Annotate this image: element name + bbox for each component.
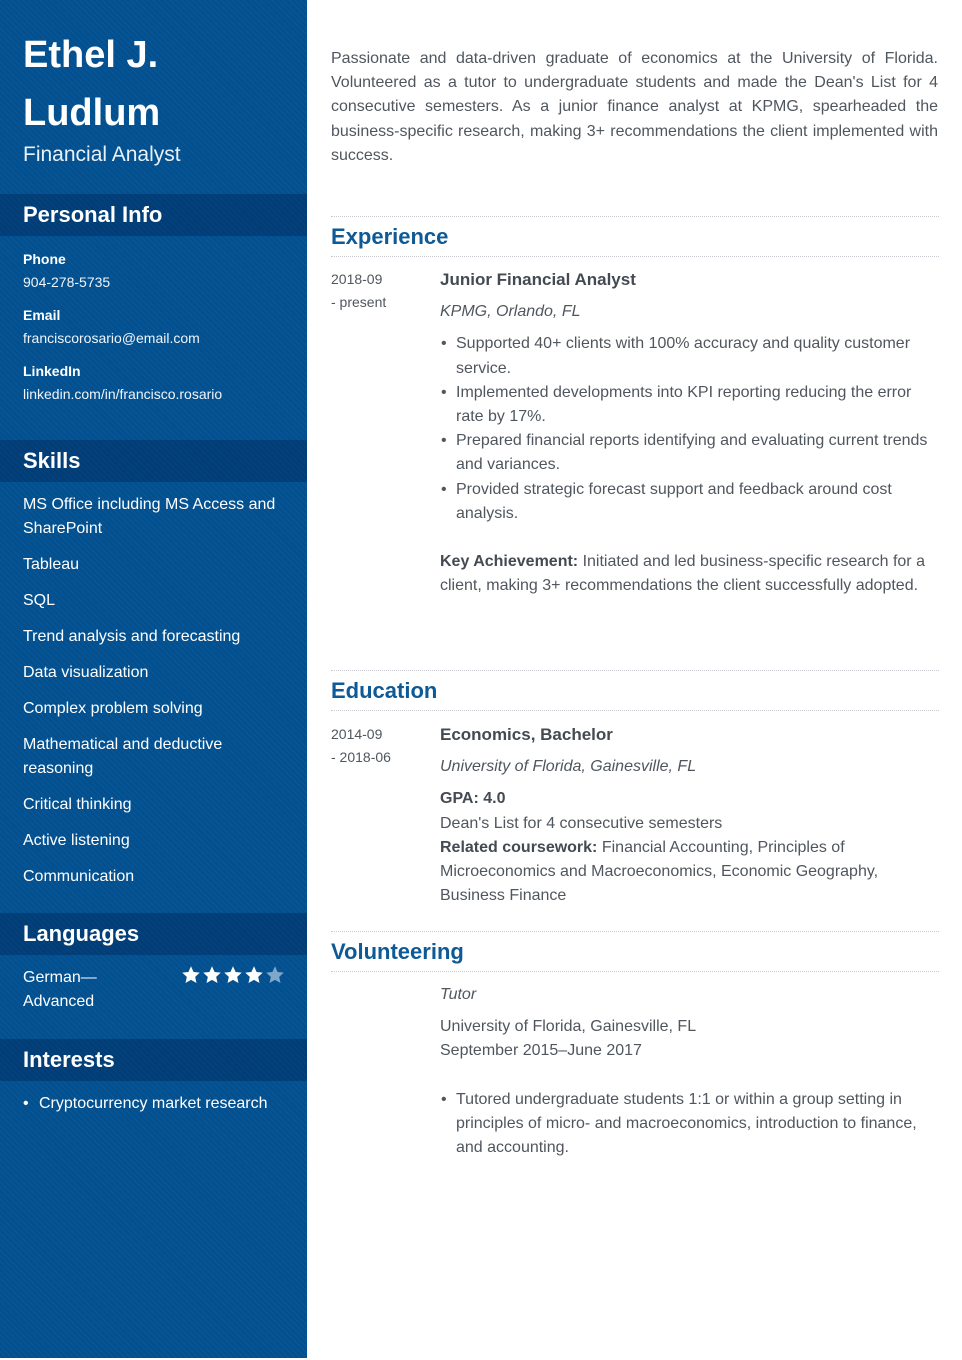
- volunteering-dates: September 2015–June 2017: [440, 1042, 642, 1060]
- skill-item: Data visualization: [23, 664, 149, 681]
- interests-heading: Interests: [23, 1047, 115, 1072]
- skill-item: Complex problem solving: [23, 700, 203, 717]
- sidebar: [0, 0, 307, 1358]
- profile-summary: Passionate and data-driven graduate of economics at the University of Florida. Volunteered as a tutor to undergraduate students and made the Dean's List for 4 consecutive semesters. As a junior finance analyst at KPMG, spearheaded the business-specific research, making 3+ recommendations the client implemented with success.: [331, 50, 938, 164]
- volunteering-entry: [440, 983, 939, 1160]
- volunteering-header: [331, 931, 939, 972]
- experience-bullet: • Provided strategic forecast support and feedback around cost analysis.: [456, 478, 939, 526]
- interest-item: • Cryptocurrency market research: [23, 1092, 268, 1116]
- experience-header: [331, 216, 939, 257]
- star-icon: [181, 965, 201, 985]
- email-label: Email: [23, 307, 61, 323]
- experience-date-start: 2018-09: [331, 271, 383, 287]
- education-degree: Economics, Bachelor: [440, 725, 613, 744]
- experience-heading: Experience: [331, 224, 449, 249]
- key-achievement: [440, 550, 939, 598]
- experience-date-end: - present: [331, 294, 387, 310]
- linkedin-label: LinkedIn: [23, 363, 81, 379]
- experience-company: KPMG, Orlando, FL: [440, 303, 581, 321]
- volunteering-heading: Volunteering: [331, 939, 464, 964]
- job-title: Financial Analyst: [23, 143, 181, 166]
- experience-bullets: [440, 332, 939, 526]
- experience-bullet: • Prepared financial reports identifying and evaluating current trends and variances.: [456, 429, 939, 477]
- star-icon: [202, 965, 222, 985]
- volunteering-bullets: [440, 1088, 939, 1161]
- star-icon: [223, 965, 243, 985]
- education-date-start: 2014-09: [331, 726, 383, 742]
- linkedin-value: linkedin.com/in/francisco.rosario: [23, 386, 223, 402]
- skills-header: [0, 440, 307, 482]
- volunteering-role: Tutor: [440, 986, 477, 1003]
- skills-heading: Skills: [23, 448, 81, 473]
- interests-list: [23, 1092, 268, 1116]
- volunteering-place: University of Florida, Gainesville, FL: [440, 1018, 697, 1036]
- skill-item: Active listening: [23, 832, 130, 849]
- phone-label: Phone: [23, 251, 66, 267]
- skill-item: Trend analysis and forecasting: [23, 628, 241, 645]
- email-value: franciscorosario@email.com: [23, 330, 200, 346]
- key-achievement-text: Initiated and led business-specific research for a client, making 3+ recommendations the client successfully adopted.: [440, 553, 925, 595]
- interests-header: [0, 1039, 307, 1081]
- name-line-2: Ludlum: [23, 92, 161, 134]
- phone-value: 904-278-5735: [23, 274, 111, 290]
- skill-item: Mathematical and deductive reasoning: [23, 736, 223, 777]
- skill-item: Critical thinking: [23, 796, 132, 813]
- education-entry: [440, 723, 939, 908]
- skill-item: Tableau: [23, 556, 80, 573]
- deans-list: Dean's List for 4 consecutive semesters: [440, 814, 723, 832]
- related-coursework: [440, 836, 939, 909]
- experience-bullet: • Supported 40+ clients with 100% accuracy and quality customer service.: [456, 332, 939, 380]
- skill-item: MS Office including MS Access and SharePoint: [23, 496, 276, 537]
- language-rating: [181, 965, 285, 985]
- star-icon: [244, 965, 264, 985]
- coursework-label: Related coursework:: [440, 838, 598, 856]
- skill-item: SQL: [23, 592, 56, 609]
- education-school: University of Florida, Gainesville, FL: [440, 758, 697, 776]
- skills-list: [23, 493, 293, 901]
- personal-info-heading: Personal Info: [23, 202, 163, 227]
- languages-heading: Languages: [23, 921, 140, 946]
- candidate-name: [23, 26, 293, 142]
- experience-bullet: • Implemented developments into KPI reporting reducing the error rate by 17%.: [456, 381, 939, 429]
- experience-entry: [440, 268, 939, 598]
- star-icon: [265, 965, 285, 985]
- education-gpa: [440, 787, 939, 811]
- language-name: German—Advanced: [23, 969, 97, 1010]
- education-heading: Education: [331, 678, 438, 703]
- volunteering-bullet: • Tutored undergraduate students 1:1 or within a group setting in principles of micro- and macroeconomics, introduction to finance, and accounting.: [456, 1088, 939, 1161]
- experience-title: Junior Financial Analyst: [440, 270, 636, 289]
- skill-item: Communication: [23, 868, 135, 885]
- name-line-1: Ethel J.: [23, 34, 159, 76]
- education-header: [331, 670, 939, 711]
- gpa-value: GPA: 4.0: [440, 790, 506, 808]
- personal-info-header: [0, 194, 307, 236]
- key-achievement-label: Key Achievement:: [440, 553, 579, 571]
- education-date-end: - 2018-06: [331, 749, 391, 765]
- coursework-text: Financial Accounting, Principles of Microeconomics and Macroeconomics, Economic Geography, Business Finance: [440, 838, 879, 905]
- languages-header: [0, 913, 307, 955]
